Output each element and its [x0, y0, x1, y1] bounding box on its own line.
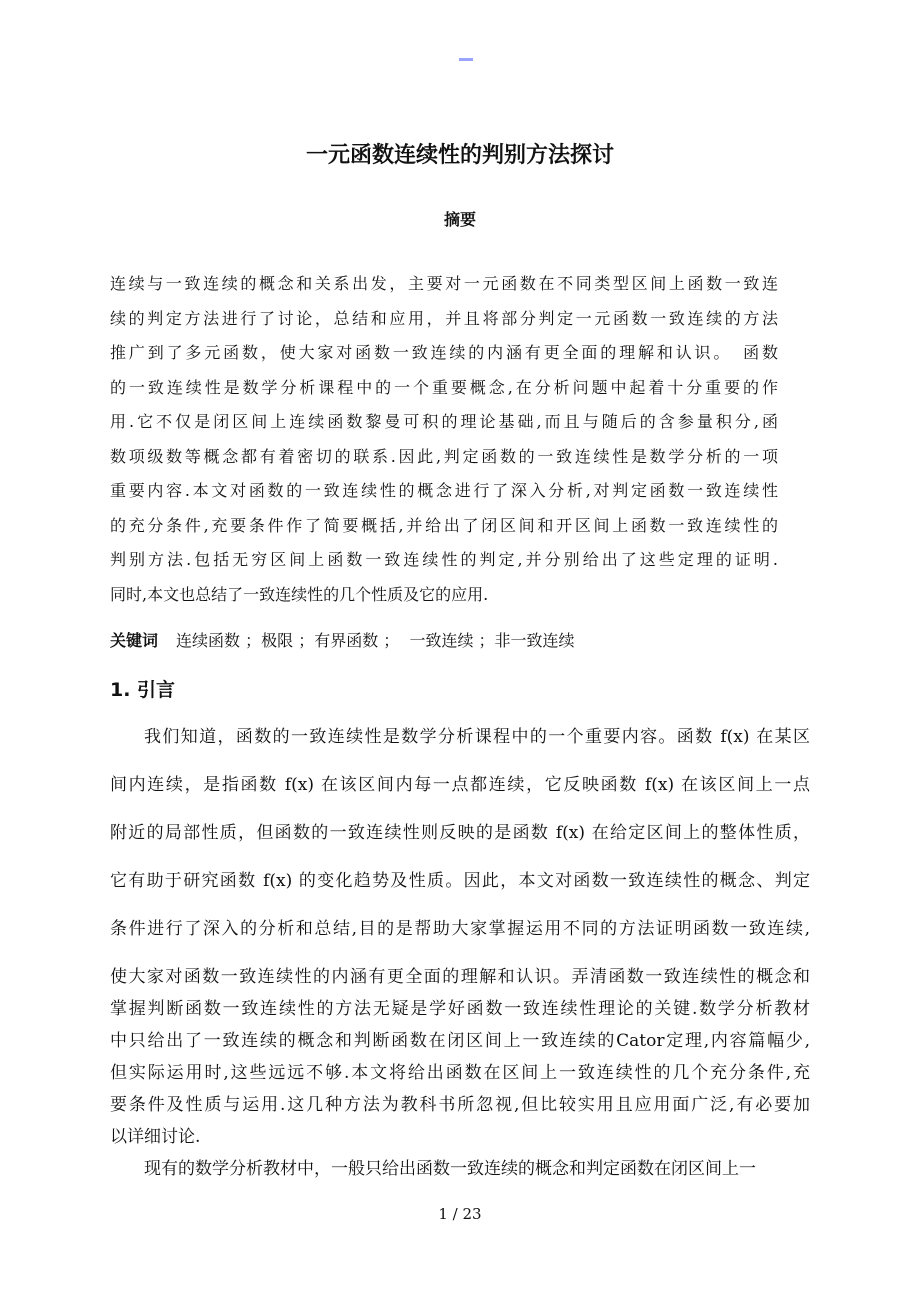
body-line: 条件进行了深入的分析和总结,目的是帮助大家掌握运用不同的方法证明函数一致连续, — [110, 919, 810, 939]
keywords-label: 关键词 — [110, 631, 159, 650]
body-line: 掌握判断函数一致连续性的方法无疑是学好函数一致连续性理论的关键.数学分析教材 — [110, 999, 810, 1019]
header-mark — [459, 58, 473, 61]
body-line: 以详细讨论. — [110, 1127, 201, 1147]
abstract-line: 同时,本文也总结了一致连续性的几个性质及它的应用. — [110, 584, 489, 604]
keywords — [110, 628, 575, 651]
abstract-line: 的充分条件,充要条件作了简要概括,并给出了闭区间和开区间上函数一致连续性的 — [110, 515, 778, 535]
abstract-line: 续的判定方法进行了讨论，总结和应用，并且将部分判定一元函数一致连续的方法 — [110, 308, 778, 328]
body-line: 要条件及性质与运用.这几种方法为教科书所忽视,但比较实用且应用面广泛,有必要加 — [110, 1095, 810, 1115]
body-line: 中只给出了一致连续的概念和判断函数在闭区间上一致连续的Cator定理,内容篇幅少, — [110, 1031, 810, 1051]
intro-body — [110, 722, 810, 1186]
body-line: 我们知道，函数的一致连续性是数学分析课程中的一个重要内容。函数 f(x) 在某区 — [144, 727, 810, 747]
body-line: 现有的数学分析教材中，一般只给出函数一致连续的概念和判定函数在闭区间上一 — [144, 1159, 756, 1179]
section-heading: 1. 引言 — [110, 679, 176, 701]
abstract-line: 的一致连续性是数学分析课程中的一个重要概念,在分析问题中起着十分重要的作 — [110, 377, 778, 397]
body-line: 附近的局部性质，但函数的一致连续性则反映的是函数 f(x) 在给定区间上的整体性质， — [110, 823, 810, 843]
abstract-body — [110, 270, 778, 615]
body-line: 使大家对函数一致连续性的内涵有更全面的理解和认识。弄清函数一致连续性的概念和 — [110, 967, 810, 987]
page-title: 一元函数连续性的判别方法探讨 — [305, 143, 614, 168]
page-number: 1 / 23 — [438, 1205, 482, 1223]
abstract-line: 推广到了多元函数，使大家对函数一致连续的内涵有更全面的理解和认识。 函数 — [110, 343, 778, 362]
body-line: 它有助于研究函数 f(x) 的变化趋势及性质。因此，本文对函数一致连续性的概念、判定 — [110, 871, 810, 891]
body-line: 但实际运用时,这些远远不够.本文将给出函数在区间上一致连续性的几个充分条件,充 — [110, 1063, 810, 1083]
abstract-line: 连续与一致连续的概念和关系出发，主要对一元函数在不同类型区间上函数一致连 — [110, 274, 778, 293]
abstract-line: 判别方法.包括无穷区间上函数一致连续性的判定,并分别给出了这些定理的证明. — [110, 550, 778, 569]
abstract-line: 数项级数等概念都有着密切的联系.因此,判定函数的一致连续性是数学分析的一项 — [110, 446, 778, 466]
abstract-line: 用.它不仅是闭区间上连续函数黎曼可积的理论基础,而且与随后的含参量积分,函 — [110, 412, 778, 431]
abstract-line: 重要内容.本文对函数的一致连续性的概念进行了深入分析,对判定函数一致连续性 — [110, 481, 778, 500]
keywords-text: 连续函数 ；极限 ；有界函数 ； 一致连续 ；非一致连续 — [176, 631, 575, 650]
abstract-heading: 摘要 — [443, 210, 476, 229]
body-line: 间内连续，是指函数 f(x) 在该区间内每一点都连续，它反映函数 f(x) 在该区间上一点 — [110, 775, 810, 795]
